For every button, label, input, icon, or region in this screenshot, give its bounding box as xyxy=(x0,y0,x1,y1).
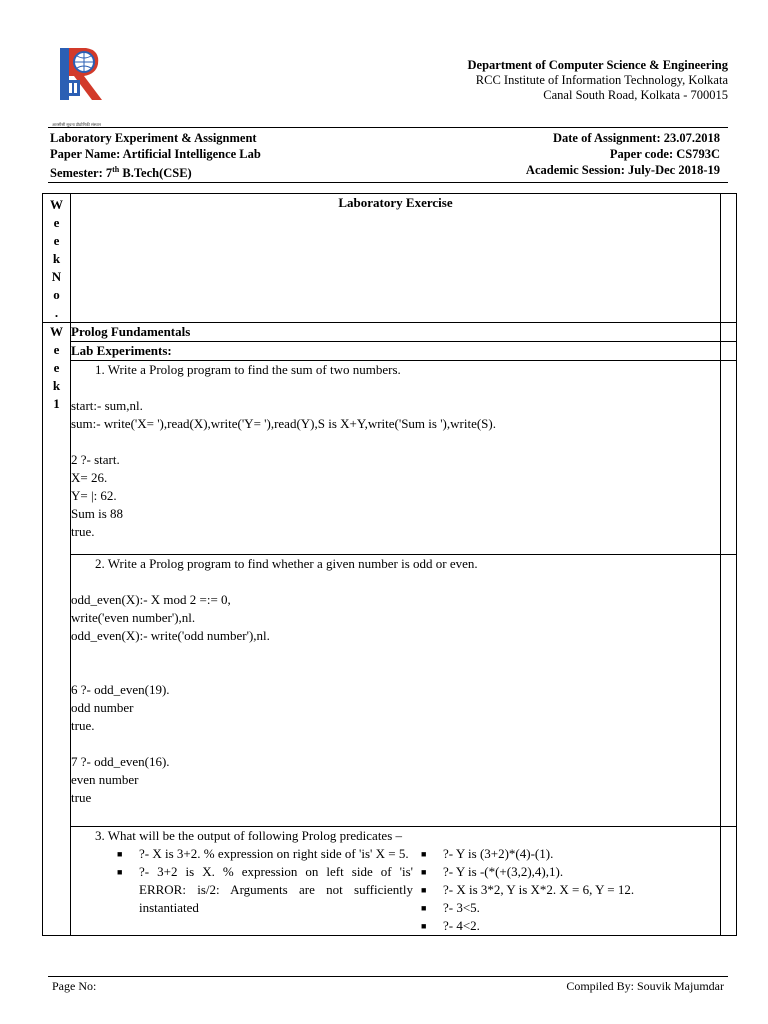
lab-exercise-table xyxy=(42,193,737,936)
list-item: ■ ?- 4<2. xyxy=(421,918,480,933)
q2-output-line: odd number xyxy=(71,700,134,715)
week-header-cell: W e e k N o . xyxy=(43,194,71,323)
meta-right xyxy=(526,130,720,178)
q2-output-line: even number xyxy=(71,772,139,787)
bullet-icon: ■ xyxy=(117,867,123,877)
q2-output-line: 6 ?- odd_even(19). xyxy=(71,682,170,697)
q2-output-line: true. xyxy=(71,718,95,733)
meta-experiment: Laboratory Experiment & Assignment xyxy=(50,131,257,145)
q1-output-line: X= 26. xyxy=(71,470,108,485)
extra-cell xyxy=(721,194,737,323)
list-item: ■ ?- X is 3*2, Y is X*2. X = 6, Y = 12. xyxy=(421,882,635,897)
meta-paper-name: Paper Name: Artificial Intelligence Lab xyxy=(50,147,261,161)
compiled-by: Compiled By: Souvik Majumdar xyxy=(566,979,724,993)
institute-logo xyxy=(52,44,110,127)
bullet-icon: ■ xyxy=(421,921,427,931)
header-divider xyxy=(48,127,728,128)
meta-session: Academic Session: July-Dec 2018-19 xyxy=(525,163,720,177)
question-1-cell xyxy=(71,361,721,555)
bullet-icon: ■ xyxy=(117,849,123,859)
bullet-icon: ■ xyxy=(421,903,427,913)
bullet-icon: ■ xyxy=(421,885,427,895)
meta-date: Date of Assignment: 23.07.2018 xyxy=(552,131,720,145)
list-item: ■ ?- X is 3+2. % expression on right side of 'is' X = 5. xyxy=(117,846,409,861)
question-3-cell xyxy=(71,827,721,936)
page-number-label: Page No: xyxy=(52,979,97,993)
logo-caption: आरसीसी सूचना प्रौद्योगिकी संस्थान xyxy=(52,122,101,127)
q2-output-line: true xyxy=(71,790,92,805)
meta-semester: Semester: 7th B.Tech(CSE) xyxy=(50,165,192,181)
list-item: ■ ?- 3<5. xyxy=(421,900,480,915)
meta-paper-code: Paper code: CS793C xyxy=(609,147,720,161)
department-block xyxy=(468,58,729,103)
exercise-title: Laboratory Exercise xyxy=(338,195,453,210)
lab-experiments-label: Lab Experiments: xyxy=(71,342,721,361)
list-item: ■ ?- 3+2 is X. % expression on left side of 'is' ERROR: is/2: Arguments are not sufficiently instantiated xyxy=(117,864,413,915)
exercise-title-cell xyxy=(71,194,721,323)
rcc-logo-icon xyxy=(52,44,110,118)
question-1-heading: 1. Write a Prolog program to find the sum of two numbers. xyxy=(95,362,401,377)
institute-address: Canal South Road, Kolkata - 700015 xyxy=(543,88,728,102)
week1-cell: W e e k 1 xyxy=(43,323,71,936)
bullet-icon: ■ xyxy=(421,849,427,859)
q1-output-line: 2 ?- start. xyxy=(71,452,120,467)
q1-output-line: Sum is 88 xyxy=(71,506,124,521)
q3-left-column xyxy=(71,845,413,935)
q2-output-line: 7 ?- odd_even(16). xyxy=(71,754,170,769)
q1-output-line: Y= |: 62. xyxy=(71,488,117,503)
q3-right-column xyxy=(413,845,720,935)
q2-code-line: write('even number'),nl. xyxy=(71,610,196,625)
question-2-cell xyxy=(71,555,721,827)
list-item: ■ ?- Y is -(*(+(3,2),4),1). xyxy=(421,864,564,879)
question-2-heading: 2. Write a Prolog program to find whether a given number is odd or even. xyxy=(95,556,478,571)
q2-code-line: odd_even(X):- X mod 2 =:= 0, xyxy=(71,592,231,607)
list-item: ■ ?- Y is (3+2)*(4)-(1). xyxy=(421,846,554,861)
meta-divider xyxy=(48,182,728,183)
q2-code-line: odd_even(X):- write('odd number'),nl. xyxy=(71,628,270,643)
question-3-heading: 3. What will be the output of following Prolog predicates – xyxy=(95,828,403,843)
footer-divider xyxy=(48,976,728,977)
bullet-icon: ■ xyxy=(421,867,427,877)
q1-output-line: true. xyxy=(71,524,95,539)
meta-left xyxy=(50,130,261,181)
institute-name: RCC Institute of Information Technology, Kolkata xyxy=(475,73,728,87)
q1-code-line: start:- sum,nl. xyxy=(71,398,143,413)
q1-code-line: sum:- write('X= '),read(X),write('Y= '),read(Y),S is X+Y,write('Sum is '),write(S). xyxy=(71,416,496,431)
section-title: Prolog Fundamentals xyxy=(71,323,721,342)
department-name: Department of Computer Science & Engineering xyxy=(467,58,728,72)
